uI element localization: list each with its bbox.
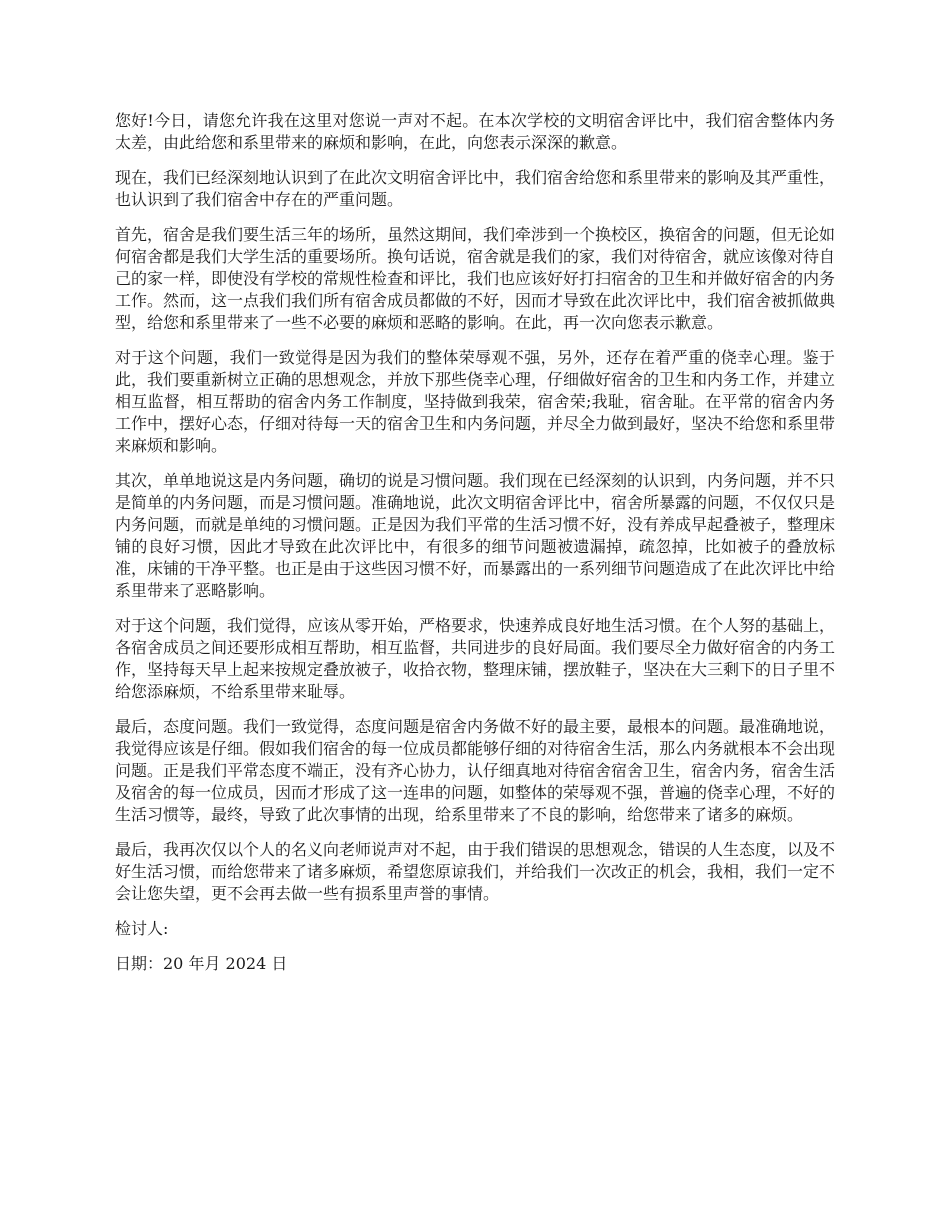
paragraph-4: 对于这个问题，我们一致觉得是因为我们的整体荣辱观不强，另外，还存在着严重的侥幸心理。鉴于此，我们要重新树立正确的思想观念，并放下那些侥幸心理，仔细做好宿舍的卫生和内务工作，并建立相互监督，相互帮助的宿舍内务工作制度，坚持做到我荣，宿舍荣;我耻，宿舍耻。在平常的宿舍内务工作中，摆好心态，仔细对待每一天的宿舍卫生和内务问题，并尽全力做到最好，坚决不给您和系里带来麻烦和影响。 (115, 348, 836, 455)
paragraph-2: 现在，我们已经深刻地认识到了在此次文明宿舍评比中，我们宿舍给您和系里带来的影响及其严重性，也认识到了我们宿舍中存在的严重问题。 (115, 168, 836, 209)
signature-label: 检讨人: (115, 919, 169, 938)
paragraph-6: 对于这个问题，我们觉得，应该从零开始，严格要求，快速养成良好地生活习惯。在个人努的基础上，各宿舍成员之间还要形成相互帮助，相互监督，共同进步的良好局面。我们要尽全力做好宿舍的内务工作，坚持每天早上起来按规定叠放被子，收拾衣物，整理床铺，摆放鞋子，坚决在大三剩下的日子里不给您添麻烦，不给系里带来耻辱。 (115, 616, 836, 701)
paragraph-3: 首先，宿舍是我们要生活三年的场所，虽然这期间，我们牵涉到一个换校区，换宿舍的问题，但无论如何宿舍都是我们大学生活的重要场所。换句话说，宿舍就是我们的家，我们对待宿舍，就应该像对待自己的家一样，即使没有学校的常规性检查和评比，我们也应该好好打扫宿舍的卫生和并做好宿舍的内务工作。然而，这一点我们我们所有宿舍成员都做的不好，因而才导致在此次评比中，我们宿舍被抓做典型，给您和系里带来了一些不必要的麻烦和恶略的影响。在此，再一次向您表示歉意。 (115, 225, 836, 332)
paragraph-8: 最后，我再次仅以个人的名义向老师说声对不起，由于我们错误的思想观念，错误的人生态度，以及不好生活习惯，而给您带来了诸多麻烦，希望您原谅我们，并给我们一次改正的机会，我相，我们一定不会让您失望，更不会再去做一些有损系里声誉的事情。 (115, 840, 836, 903)
date-label: 日期：20 年月 2024 日 (115, 954, 288, 973)
paragraph-7: 最后，态度问题。我们一致觉得，态度问题是宿舍内务做不好的最主要，最根本的问题。最准确地说，我觉得应该是仔细。假如我们宿舍的每一位成员都能够仔细的对待宿舍生活，那么内务就根本不会出现问题。正是我们平常态度不端正，没有齐心协力，认仔细真地对待宿舍宿舍卫生，宿舍内务，宿舍生活及宿舍的每一位成员，因而才形成了这一连串的问题，如整体的荣辱观不强，普遍的侥幸心理，不好的生活习惯等，最终，导致了此次事情的出现，给系里带来了不良的影响，给您带来了诸多的麻烦。 (115, 717, 836, 824)
paragraph-5: 其次，单单地说这是内务问题，确切的说是习惯问题。我们现在已经深刻的认识到，内务问题，并不只是简单的内务问题，而是习惯问题。准确地说，此次文明宿舍评比中，宿舍所暴露的问题，不仅仅只是内务问题，而就是单纯的习惯问题。正是因为我们平常的生活习惯不好，没有养成早起叠被子，整理床铺的良好习惯，因此才导致在此次评比中，有很多的细节问题被遗漏掉，疏忽掉，比如被子的叠放标准，床铺的干净平整。也正是由于这些因习惯不好，而暴露出的一系列细节问题造成了在此次评比中给系里带来了恶略影响。 (115, 471, 836, 600)
letter-body (115, 110, 835, 988)
paragraph-1: 您好!今日，请您允许我在这里对您说一声对不起。在本次学校的文明宿舍评比中，我们宿舍整体内务太差，由此给您和系里带来的麻烦和影响，在此，向您表示深深的歉意。 (115, 111, 835, 152)
